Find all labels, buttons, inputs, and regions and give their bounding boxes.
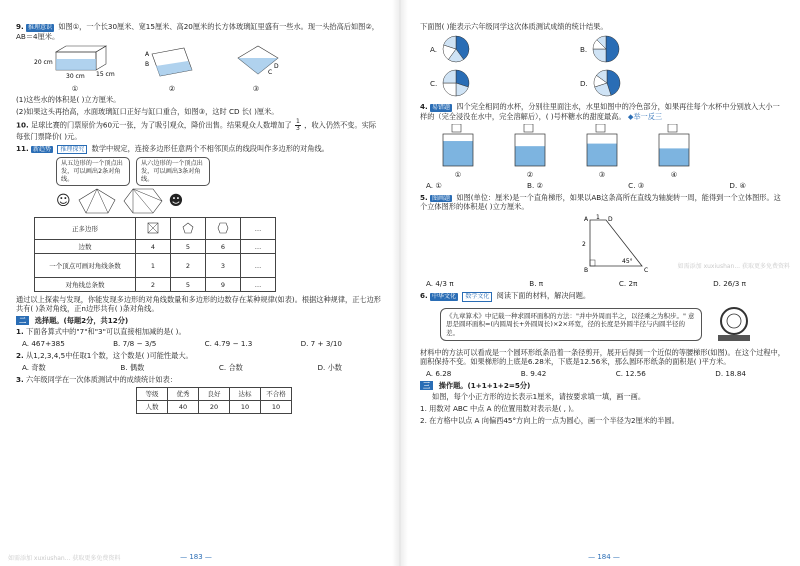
option-a[interactable]: A. 467+385 (22, 339, 65, 349)
pie-option-b[interactable]: B. (580, 34, 730, 64)
question-9-sub2: (2)如果这头再抬高，水面玻璃缸口正好与缸口重合，如图③，这时 CD 长( )厘米。 (16, 106, 279, 116)
svg-text:C: C (644, 267, 649, 274)
pie-chart-c (441, 68, 471, 98)
option-a[interactable]: A. 4/3 π (426, 279, 454, 288)
option-c[interactable]: C. 合数 (218, 363, 243, 373)
tank-figure-2 (144, 44, 200, 82)
hexagon-small-icon (217, 222, 229, 234)
pie-chart-a (441, 34, 471, 64)
pie-option-d[interactable]: D. (580, 68, 730, 98)
pie-slice (443, 70, 456, 83)
sugar-cube-icon (596, 124, 605, 132)
label-15cm: 15 cm (96, 70, 115, 78)
sugar-cube-icon (524, 124, 533, 132)
caption-1: ① (71, 83, 79, 93)
page-left (0, 0, 392, 566)
choice-2: 2. 从1,2,3,4,5中任取1个数，这个数是( )可能性最大。 (16, 351, 193, 361)
option-d[interactable]: D. 18.84 (715, 368, 746, 378)
choice-1: 1. 下面各算式中的"7"和"3"可以直接相加减的是( )。 (16, 327, 186, 337)
label-20cm: 20 cm (34, 58, 53, 66)
svg-text:A: A (584, 216, 589, 223)
option-b[interactable]: B. π (529, 279, 544, 288)
page-number: — 183 — (180, 553, 212, 562)
section-operation: 三 操作题。(1+1+1+2=5分) (420, 381, 786, 390)
cup-3 (584, 124, 620, 168)
water-level (659, 148, 689, 166)
label-C: C (268, 68, 273, 76)
question-5: 5. 图画题 如图(单位：厘米)是一个直角梯形，如果以AB这条高所在直线为轴旋转一周，能得到一个立体图形。这个立体图形的体积是( )立方厘米。 (420, 192, 781, 211)
operation-intro: 如图，每个小正方形的边长表示1厘米，请按要求填一填，画一画。 (432, 391, 646, 401)
question-6: 6. 中华文化 数学文化 阅读下面的材料，解决问题。 (420, 291, 591, 300)
question-6-text: 材料中的方法可以看成是一个圆环形纸条沿着一条径剪开，展开后得到一个近似的等腰梯形(如图)。在这个过程中，面积保持不变。如果梯形的上底是6.28米，下底是12.56米，那么圆环形纸条的面积是( )平方米。 (420, 347, 785, 366)
question-9-sub1: (1)这些水的体积是( )立方厘米。 (16, 94, 121, 104)
trapezoid-figure (570, 214, 670, 276)
pie-slice (606, 36, 619, 62)
option-a[interactable]: A. 奇数 (22, 363, 46, 373)
tank-figures (34, 44, 382, 93)
speech-bubble-hexagon: 从六边形的一个顶点出发，可以画出3条对角线。 (136, 157, 210, 186)
operation-1: 1. 用数对 ABC 中点 A 的位置用数对表示是( , )。 (420, 403, 579, 413)
cup-2 (512, 124, 548, 168)
svg-text:B: B (584, 267, 589, 274)
tank-figure-3 (228, 44, 284, 82)
watermark: 如需添加 xuxiushan... 获取更多免费资料 (677, 263, 790, 270)
svg-text:2: 2 (582, 241, 586, 248)
option-d[interactable]: D. ④ (729, 180, 746, 190)
table-row: 一个顶点可画对角线条数 1 2 3 … (35, 254, 276, 278)
question-5-options (426, 279, 786, 288)
svg-text:D: D (608, 216, 613, 223)
cup-1 (440, 124, 476, 168)
pie-option-a[interactable]: A. (430, 34, 580, 64)
sugar-cube-icon (452, 124, 461, 132)
page-gutter (392, 0, 408, 566)
watermark: 如需添加 xuxiushan... 获取更多免费资料 (8, 554, 121, 562)
pentagon-small-icon (182, 222, 194, 234)
fraction-one-third: $\frac{1}{3}$ (296, 117, 300, 132)
option-a[interactable]: A. ① (426, 180, 442, 190)
question-4: 4. 易错题 四个完全相同的水杯，分别往里面注水，水里如图中的冷色部分，如果再往每个水杯中分别放入大小一样的（完全浸没在水中，完全溶解后），( )号杯糖水的甜度最高。 ◆举一反三 (420, 102, 780, 121)
sugar-cube-icon (668, 124, 677, 132)
kids-polygons (56, 188, 382, 214)
operation-2: 2. 在方格中以点 A 向偏西45°方向上的一点为圆心，画一个半径为2厘米的半圆。 (420, 415, 679, 425)
square-icon (147, 222, 159, 234)
page-right (408, 0, 800, 566)
child-avatar-icon: ☻ (168, 192, 184, 209)
option-d[interactable]: D. 小数 (317, 363, 342, 373)
label-A: A (145, 50, 150, 58)
choice-3: 3. 六年级同学在一次体质测试中的成绩统计如表： (16, 375, 177, 385)
option-b[interactable]: B. 7/8 − 3/5 (113, 339, 157, 349)
option-b[interactable]: B. ② (527, 180, 543, 190)
child-avatar-icon: ☺ (56, 192, 71, 209)
option-b[interactable]: B. 偶数 (120, 363, 145, 373)
hexagon-icon (123, 188, 163, 214)
option-c[interactable]: C. ③ (628, 180, 645, 190)
water-level (587, 143, 617, 165)
option-b[interactable]: B. 9.42 (520, 368, 547, 378)
question-11-tail: 通过以上探索与发现，你能发现多边形的对角线数量和多边形的边数存在某种规律(如表)。根据这种规律，正七边形共有( )条对角线，正n边形共有( )条对角线。 (16, 295, 381, 314)
tank-figure-1 (34, 44, 116, 82)
extend-link[interactable]: ◆举一反三 (627, 111, 663, 121)
question-10: 10. 足球比赛的门票原价为60元一张，为了吸引观众，降价出售。结果观众人数增加了 $\frac{1}{3}$ ，收入仍然不变。实际每张门票降价( )元。 (16, 117, 377, 141)
svg-text:45°: 45° (622, 258, 633, 265)
passage-box: 《九章算术》中记载一种求圆环面积的方法："并中外周而半之，以径乘之为积步。" 意思是圆环面积=(内圆周长+外圆周长)×2×环宽，径的长度是外圆半径与内圆半径的差。 (440, 308, 702, 340)
svg-text:1: 1 (596, 214, 600, 221)
diagonal-illustration (56, 157, 382, 186)
option-c[interactable]: C. 12.56 (615, 368, 646, 378)
caption-3: ③ (252, 83, 260, 93)
scroll-character-icon (712, 305, 756, 345)
pie-chart-d (592, 68, 622, 98)
pie-slice (593, 49, 606, 62)
table-row: 人数 40 20 10 10 (137, 401, 292, 414)
passage-block (440, 305, 786, 345)
water-level (443, 141, 473, 166)
option-d[interactable]: D. 26/3 π (713, 279, 746, 288)
page-number: — 184 — (588, 553, 620, 562)
question-9: 9. 推理意识 如图①，一个长30厘米、宽15厘米、高20厘米的长方体玻璃缸里盛有一些水。现一头抬高后如图②，AB＝4厘米。 (16, 22, 379, 41)
question-6-options (426, 369, 786, 378)
table-row: 边数 4 5 6 … (35, 240, 276, 254)
label-B: B (145, 60, 150, 68)
pie-option-c[interactable]: C. (430, 68, 580, 98)
pie-slice (443, 83, 456, 96)
table-row: 正多边形 … (35, 218, 276, 240)
question-3-continued: 下面图( )能表示六年级同学这次体质测试成绩的统计结果。 (420, 22, 608, 31)
table-row: 对角线总条数 2 5 9 … (35, 278, 276, 292)
label-D: D (274, 62, 279, 70)
pie-chart-b (591, 34, 621, 64)
choice-1-options (22, 339, 382, 348)
option-d[interactable]: D. 7 + 3/10 (300, 339, 342, 349)
choice-2-options (22, 363, 382, 372)
water-level (515, 146, 545, 166)
speech-bubble-pentagon: 从五边形的一个顶点出发，可以画出2条对角线。 (56, 157, 130, 186)
table-row: 等级 优秀 良好 达标 不合格 (137, 388, 292, 401)
pentagon-icon (77, 188, 117, 214)
question-4-options (426, 181, 786, 190)
option-a[interactable]: A. 6.28 (426, 368, 452, 378)
label-30cm: 30 cm (66, 72, 85, 80)
diagonal-table (34, 217, 276, 292)
option-c[interactable]: C. 4.79 − 1.3 (204, 339, 253, 349)
section-choice: 二 选择题。(每题2分，共12分) (16, 316, 382, 325)
option-c[interactable]: C. 2π (618, 279, 638, 288)
cup-figures: ① ② ③ ④ (440, 124, 786, 179)
question-11: 11. 新趋势 推理探究 数学中规定，连接多边形任意两个不相邻顶点的线段叫作多边形的对角线。 (16, 143, 329, 153)
pie-options (430, 34, 730, 98)
fitness-table (136, 387, 292, 414)
caption-2: ② (168, 83, 176, 93)
cup-4 (656, 124, 692, 168)
